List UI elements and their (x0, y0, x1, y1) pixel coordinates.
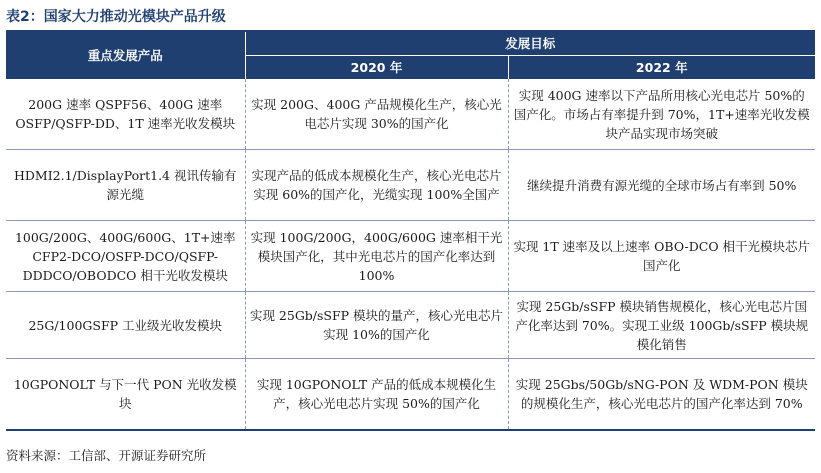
goal-2022-cell: 实现 1T 速率及以上速率 OBO-DCO 相干光模块芯片国产化 (508, 221, 815, 292)
product-cell: HDMI2.1/DisplayPort1.4 视讯传输有源光缆 (6, 150, 245, 221)
goal-2020-cell: 实现产品的低成本规模化生产，核心光电芯片实现 60%的国产化，光缆实现 100%全国产 (245, 150, 508, 221)
goal-2022-cell: 实现 400G 速率以下产品所用核心光电芯片 50%的国产化。市场占有率提升到 70%，1T+速率光收发模块产品实现市场突破 (508, 79, 815, 150)
product-cell: 200G 速率 QSPF56、400G 速率 OSFP/QSFP-DD、1T 速率光收发模块 (6, 79, 245, 150)
header-2022: 2022 年 (508, 56, 815, 80)
table-row (6, 359, 815, 431)
goal-2022-cell: 继续提升消费有源光缆的全球市场占有率到 50% (508, 150, 815, 221)
source-note: 资料来源：工信部、开源证券研究所 (6, 448, 207, 463)
goal-2020-cell: 实现 100G/200G，400G/600G 速率相干光模块国产化，其中光电芯片的国产化率达到 100% (245, 221, 508, 292)
table-row (6, 79, 815, 150)
header-product: 重点发展产品 (6, 32, 245, 79)
table-row (6, 292, 815, 359)
product-cell: 25G/100GSFP 工业级光收发模块 (6, 292, 245, 359)
header-goals: 发展目标 (245, 32, 815, 56)
goal-2022-cell: 实现 25Gb/sSFP 模块销售规模化，核心光电芯片国产化率达到 70%。实现工业级 100Gb/sSFP 模块规模化销售 (508, 292, 815, 359)
product-cell: 10GPONOLT 与下一代 PON 光收发模块 (6, 359, 245, 431)
goal-2020-cell: 实现 10GPONOLT 产品的低成本规模化生产，核心光电芯片实现 50%的国产化 (245, 359, 508, 431)
development-table (6, 32, 815, 431)
table-row (6, 150, 815, 221)
goal-2022-cell: 实现 25Gbs/50Gb/sNG-PON 及 WDM-PON 模块的规模化生产，核心光电芯片的国产化率达到 70% (508, 359, 815, 431)
goal-2020-cell: 实现 25Gb/sSFP 模块的量产，核心光电芯片实现 10%的国产化 (245, 292, 508, 359)
product-cell: 100G/200G、400G/600G、1T+速率 CFP2-DCO/OSFP-DCO/QSFP-DDDCO/OBODCO 相干光收发模块 (6, 221, 245, 292)
table-row (6, 221, 815, 292)
header-2020: 2020 年 (245, 56, 508, 80)
goal-2020-cell: 实现 200G、400G 产品规模化生产，核心光电芯片实现 30%的国产化 (245, 79, 508, 150)
table-title: 表2：国家大力推动光模块产品升级 (6, 9, 226, 25)
